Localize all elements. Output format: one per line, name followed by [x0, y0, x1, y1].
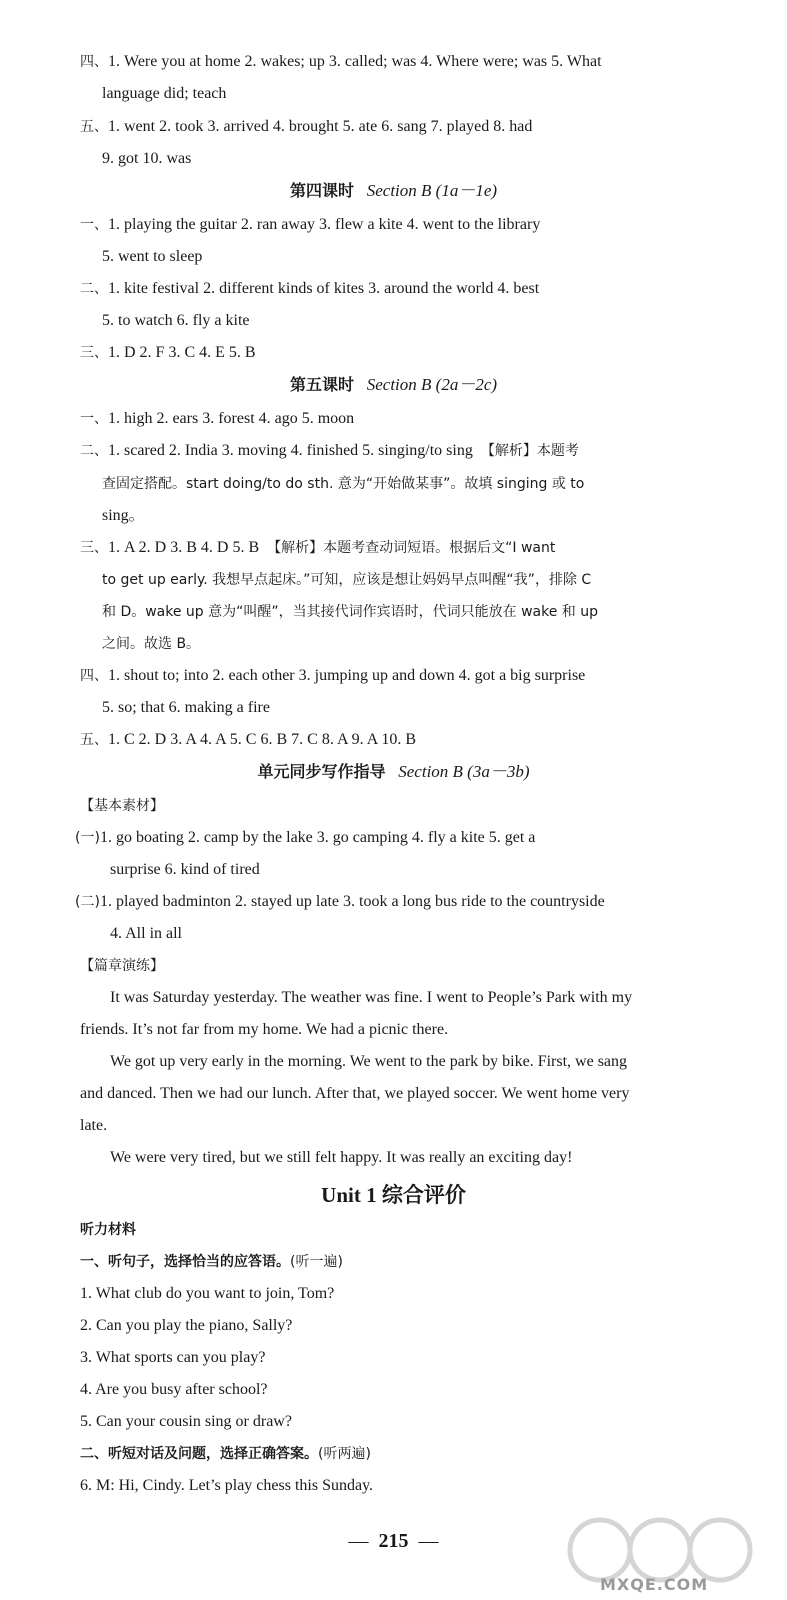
answer-line: 四、1. Were you at home 2. wakes; up 3. called; was 4. Where were; was 5. What [80, 53, 602, 70]
listening-item: 3. What sports can you play? [80, 1349, 266, 1366]
essay-line: It was Saturday yesterday. The weather was fine. I went to People’s Park with my [110, 989, 633, 1006]
essay-line: We got up very early in the morning. We went to the park by bike. First, we sang [110, 1053, 628, 1070]
listening-item: 4. Are you busy after school? [80, 1381, 268, 1398]
essay-line: friends. It’s not far from my home. We had a picnic there. [80, 1021, 449, 1038]
practice-tag: 【篇章演练】 [80, 958, 164, 974]
section-heading: 第五课时 Section B (2a－2c) [289, 375, 498, 394]
material-tag: 【基本素材】 [80, 798, 164, 814]
answer-line: (一)1. go boating 2. camp by the lake 3. go camping 4. fly a kite 5. get a [75, 829, 536, 846]
answer-line: language did; teach [102, 85, 227, 102]
answer-line: surprise 6. kind of tired [110, 861, 260, 878]
essay-line: and danced. Then we had our lunch. After that, we played soccer. We went home very [80, 1085, 630, 1102]
answer-line: (二)1. played badminton 2. stayed up late 3. took a long bus ride to the countryside [75, 893, 605, 910]
answer-line: 二、1. kite festival 2. different kinds of kites 3. around the world 4. best [80, 280, 540, 297]
unit-title: Unit 1 综合评价 [321, 1183, 466, 1207]
listening-question-heading: 二、听短对话及问题，选择正确答案。(听两遍) [80, 1446, 371, 1462]
answer-line: 四、1. shout to; into 2. each other 3. jumping up and down 4. got a big surprise [80, 667, 586, 684]
listening-heading: 听力材料 [80, 1222, 136, 1238]
analysis-line: to get up early. 我想早点起床。”可知，应该是想让妈妈早点叫醒“我”，排除 C [102, 572, 592, 588]
analysis-line: 之间。故选 B。 [102, 636, 201, 652]
essay-line: late. [80, 1117, 108, 1134]
answer-line: 三、1. D 2. F 3. C 4. E 5. B [80, 344, 256, 361]
answer-line: 一、1. high 2. ears 3. forest 4. ago 5. moon [80, 410, 355, 427]
listening-item: 6. M: Hi, Cindy. Let’s play chess this Sunday. [80, 1477, 374, 1494]
answer-line: 4. All in all [110, 925, 182, 942]
answer-line: 五、1. went 2. took 3. arrived 4. brought 5. ate 6. sang 7. played 8. had [80, 118, 533, 135]
analysis-line: 查固定搭配。start doing/to do sth. 意为“开始做某事”。故填 singing 或 to [102, 476, 585, 492]
essay-line: We were very tired, but we still felt happy. It was really an exciting day! [110, 1149, 573, 1166]
section-heading: 第四课时 Section B (1a－1e) [289, 181, 498, 200]
listening-item: 1. What club do you want to join, Tom? [80, 1285, 335, 1302]
answer-line: 5. so; that 6. making a fire [102, 699, 270, 716]
section-heading: 单元同步写作指导 Section B (3a－3b) [257, 762, 530, 781]
answer-line: 一、1. playing the guitar 2. ran away 3. flew a kite 4. went to the library [80, 216, 541, 233]
answer-line: 5. went to sleep [102, 248, 203, 265]
answer-line: 三、1. A 2. D 3. B 4. D 5. B 【解析】本题考查动词短语。根据后文“I want [80, 539, 556, 556]
answer-line: 5. to watch 6. fly a kite [102, 312, 250, 329]
watermark-text: MXQE.COM [600, 1575, 709, 1594]
analysis-line: sing。 [102, 507, 145, 524]
page-number: — 215 — [348, 1530, 439, 1552]
answer-line: 二、1. scared 2. India 3. moving 4. finished 5. singing/to sing 【解析】本题考 [80, 442, 579, 459]
listening-question-heading: 一、听句子，选择恰当的应答语。(听一遍) [80, 1254, 343, 1270]
analysis-line: 和 D。wake up 意为“叫醒”，当其接代词作宾语时，代词只能放在 wake 和 up [102, 604, 599, 620]
listening-item: 5. Can your cousin sing or draw? [80, 1413, 292, 1430]
answer-line: 五、1. C 2. D 3. A 4. A 5. C 6. B 7. C 8. A 9. A 10. B [80, 731, 417, 748]
listening-item: 2. Can you play the piano, Sally? [80, 1317, 293, 1334]
answer-line: 9. got 10. was [102, 150, 192, 167]
